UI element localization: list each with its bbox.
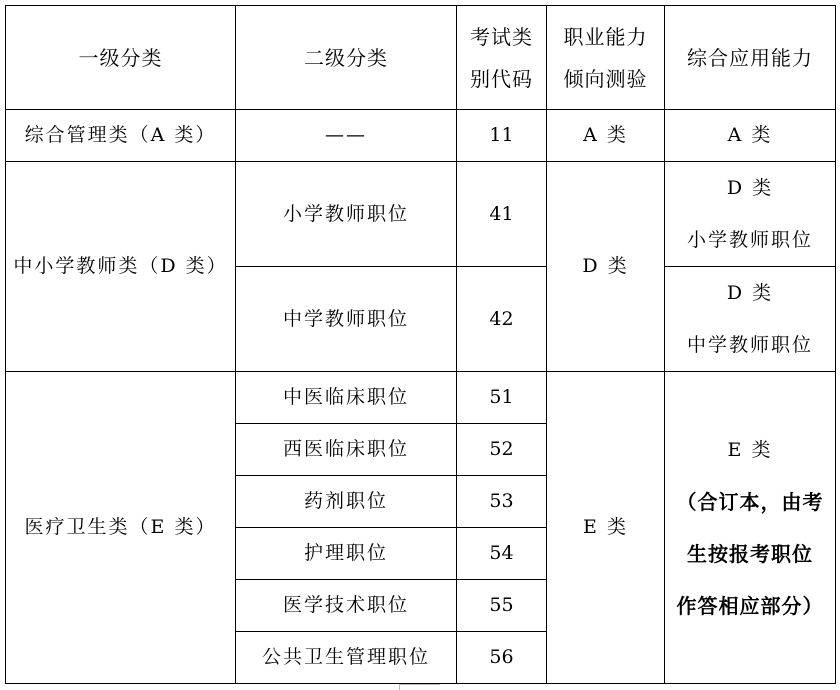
header-aptitude-line1: 职业能力 (563, 24, 648, 49)
group-d-comp-line2: 中学教师职位 (686, 334, 813, 356)
group-e-comp-line3: 生按报考职位 (687, 541, 813, 566)
group-d-comp-line1: D 类 (726, 177, 774, 199)
page-edge-mark (399, 684, 440, 690)
group-d-code: 42 (457, 267, 547, 372)
group-d-aptitude: D 类 (547, 162, 665, 372)
group-d-code: 41 (457, 162, 547, 267)
header-aptitude-line2: 倾向测验 (563, 66, 648, 91)
header-aptitude-test (547, 6, 665, 110)
group-e-level2: 药剂职位 (236, 476, 457, 528)
header-comprehensive-ability: 综合应用能力 (665, 6, 836, 110)
group-e-code: 51 (457, 372, 547, 424)
group-a-code: 11 (457, 110, 547, 162)
group-e-comp-line2: （合订本，由考 (676, 489, 824, 514)
group-e-level2: 医学技术职位 (236, 580, 457, 632)
header-level2: 二级分类 (236, 6, 457, 110)
group-e-aptitude: E 类 (547, 372, 665, 684)
group-e-level2: 西医临床职位 (236, 424, 457, 476)
group-e-code: 56 (457, 632, 547, 684)
group-e-level2: 护理职位 (236, 528, 457, 580)
group-e-comp-line1: E 类 (727, 438, 773, 461)
group-e-code: 53 (457, 476, 547, 528)
header-level1: 一级分类 (6, 6, 236, 110)
group-e-code: 55 (457, 580, 547, 632)
table-row (6, 110, 836, 162)
header-row (6, 6, 836, 110)
group-a-comprehensive: A 类 (665, 110, 836, 162)
table-row (6, 372, 836, 424)
group-e-comprehensive (665, 372, 836, 684)
group-e-level2: 公共卫生管理职位 (236, 632, 457, 684)
header-exam-code-line1: 考试类 (470, 24, 533, 49)
group-d-comprehensive (665, 162, 836, 267)
group-e-comp-line4: 作答相应部分） (676, 593, 824, 618)
header-exam-code-line2: 别代码 (470, 66, 533, 91)
group-e-code: 54 (457, 528, 547, 580)
group-d-level2: 小学教师职位 (236, 162, 457, 267)
group-a-aptitude: A 类 (547, 110, 665, 162)
group-d-comp-line1: D 类 (726, 282, 774, 304)
table-row (6, 162, 836, 267)
group-d-comp-line2: 小学教师职位 (686, 229, 813, 251)
group-d-level2: 中学教师职位 (236, 267, 457, 372)
exam-category-table (5, 5, 836, 684)
group-a-level2: —— (236, 110, 457, 162)
group-a-level1: 综合管理类（A 类） (6, 110, 236, 162)
group-d-comprehensive (665, 267, 836, 372)
header-exam-code (457, 6, 547, 110)
group-e-level2: 中医临床职位 (236, 372, 457, 424)
group-e-level1: 医疗卫生类（E 类） (6, 372, 236, 684)
group-e-code: 52 (457, 424, 547, 476)
group-d-level1: 中小学教师类（D 类） (6, 162, 236, 372)
